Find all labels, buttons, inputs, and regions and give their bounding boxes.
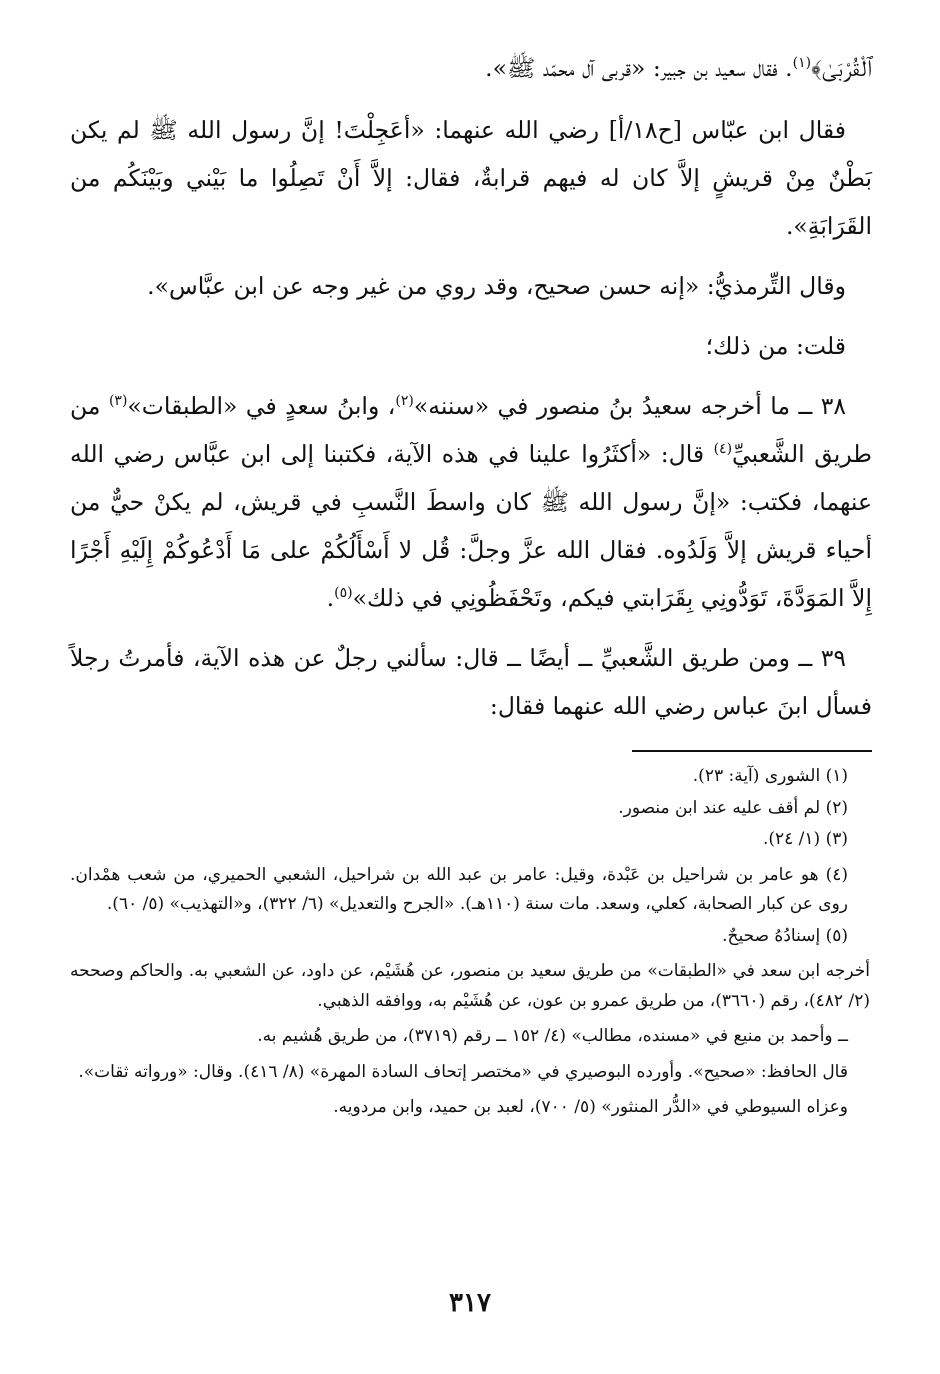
paragraph-38-text-c: من طريق الشَّعبيِّ bbox=[70, 392, 872, 468]
main-text bbox=[70, 44, 872, 742]
paragraph-3: وقال التِّرمذيُّ: «إنه حسن صحيح، وقد روي من غير وجه عن ابن عبَّاس». bbox=[147, 272, 846, 300]
footnote-1: (١) الشورى (آية: ٢٣). bbox=[692, 766, 848, 786]
footnote-5-paragraph-2: ــ وأحمد بن منيع في «مسنده، مطالب» (٤/ ١٥٢ ــ رقم (٣٧١٩)، من طريق هُشيم به. bbox=[257, 1026, 848, 1046]
footnote-ref-3: (٣) bbox=[108, 393, 128, 410]
paragraph-38-text-e: . bbox=[326, 584, 335, 612]
footnote-5: (٥) إسنادُهُ صحيحٌ. bbox=[722, 925, 848, 946]
footnote-5-paragraph-3: قال الحافظ: «صحيح». وأورده البوصيري في «مختصر إتحاف السادة المهرة» (٨/ ٤١٦). وقال: «ورواته ثقات». bbox=[78, 1061, 848, 1082]
paragraph-38-text-d: قال: «أكثَرُوا علينا في هذه الآية، فكتبنا إلى ابن عبَّاس رضي الله عنهما، فكتب: «إنَّ رسول الله ﷺ كان واسطَ النَّسبِ في قريش، لم يكنْ حيٌّ من أحياء قريش إلاَّ وَلَدُوه. فقال الله عزَّ وجلَّ: قُل لا أَسْأَلُكُمْ على مَا أَدْعُوكُمْ إِلَيْهِ أَجْرًا إِلاَّ المَوَدَّةَ، تَوَدُّونِي بِقَرَابتي فيكم، وتَحْفَظُونِي في ذلك» bbox=[70, 440, 872, 612]
footnote-3: (٣) (١/ ٢٤). bbox=[762, 829, 848, 849]
footnote-5-paragraph-4: وعزاه السيوطي في «الدُّر المنثور» (٥/ ٧٠٠)، لعبد بن حميد، وابن مردويه. bbox=[333, 1097, 848, 1117]
paragraph-38 bbox=[70, 382, 872, 622]
paragraph-2: فقال ابن عبّاس [ح١٨/أ] رضي الله عنهما: «أعَجِلْتَ! إنَّ رسول الله ﷺ لم يكن بَطْنٌ مِنْ قريشٍ إلاَّ كان له فيهم قرابةٌ، فقال: إلاَّ أَنْ تَصِلُوا ما بَيْني وبَيْنَكُم من القَرَابَةِ». bbox=[70, 116, 872, 240]
footnote-ref-4: (٤) bbox=[713, 441, 733, 458]
footnotes bbox=[70, 762, 870, 1125]
footnote-ref-5: (٥) bbox=[334, 585, 353, 602]
paragraph-38-text-b: ، وابنُ سعدٍ في «الطبقات» bbox=[127, 392, 396, 420]
footnote-ref-1: (١) bbox=[792, 55, 812, 72]
page-number: ٣١٧ bbox=[449, 1288, 491, 1318]
paragraph-1 bbox=[70, 44, 872, 92]
paragraph-4: قلت: من ذلك؛ bbox=[705, 332, 846, 360]
paragraph-38-text-a: ٣٨ ــ ما أخرجه سعيدُ بنُ منصور في «سننه» bbox=[413, 392, 846, 420]
footnote-5-paragraph-1: أخرجه ابن سعد في «الطبقات» من طريق سعيد بن منصور، عن هُشَيْم، عن داود، عن الشعبي به. والحاكم وصححه (٢/ ٤٨٢)، رقم (٣٦٦٠)، من طريق عمرو بن عون، عن هُشَيْم به، ووافقه الذهبي. bbox=[70, 961, 870, 1011]
paragraph-1-text: . فقال سعيد بن جبير: «قربى آل محمّد ﷺ». bbox=[485, 54, 793, 82]
quran-word: ﭐﻟْﻘُﺮْﺑَﻰٰ﴾ bbox=[811, 54, 872, 82]
footnote-divider bbox=[632, 750, 872, 752]
paragraph-39: ٣٩ ــ ومن طريق الشَّعبيِّ ــ أيضًا ــ قال: سألني رجلٌ عن هذه الآية، فأمرتُ رجلاً فسأل ابنَ عباس رضي الله عنهما فقال: bbox=[70, 644, 872, 720]
footnote-ref-2: (٢) bbox=[395, 393, 414, 410]
footnote-4: (٤) هو عامر بن شراحيل بن عَبْدة، وقيل: عامر بن عبد الله بن شراحيل، الشعبي الحميري، من شعب همْدان. روى عن كبار الصحابة، كعلي، وسعد. مات سنة (١١٠هـ). «الجرح والتعديل» (٦/ ٣٢٢)، و«التهذيب» (٥/ ٦٠). bbox=[70, 864, 848, 914]
footnote-2: (٢) لم أقف عليه عند ابن منصور. bbox=[618, 797, 848, 818]
